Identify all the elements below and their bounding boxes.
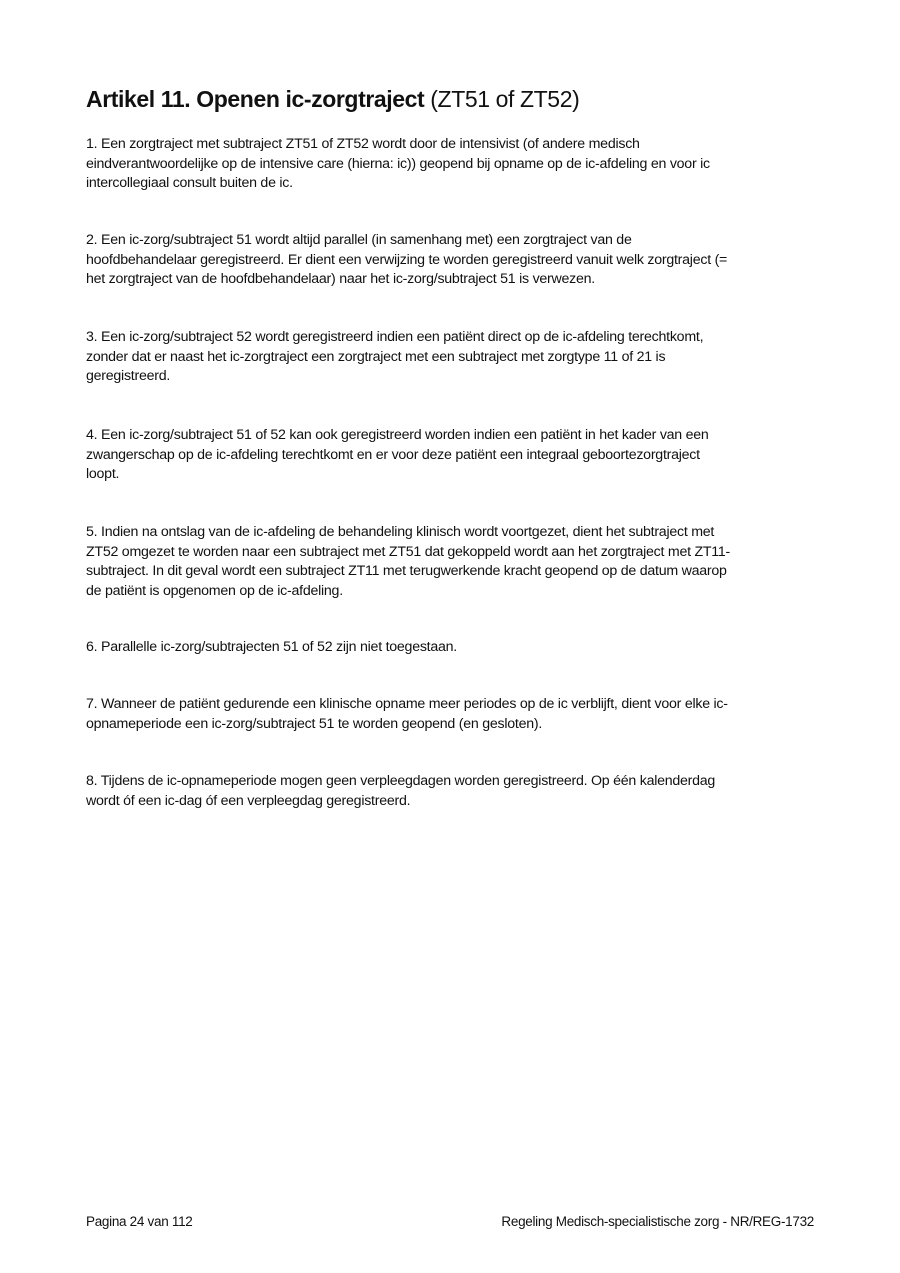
document-reference: Regeling Medisch-specialistische zorg - NR/REG-1732 [501,1214,814,1229]
page-number: Pagina 24 van 112 [86,1214,193,1229]
paragraph-line: geregistreerd. [86,368,171,384]
paragraph-7 [86,695,816,734]
paragraph-line: zwangerschap op de ic-afdeling terechtkomt en er voor deze patiënt een integraal geboortezorgtraject [86,446,700,463]
paragraph-line: het zorgtraject van de hoofdbehandelaar) naar het ic-zorg/subtraject 51 is verwezen. [86,271,595,287]
paragraph-line: 4. Een ic-zorg/subtraject 51 of 52 kan ook geregistreerd worden indien een patiënt in het kader van een [86,427,709,443]
paragraph-line: 3. Een ic-zorg/subtraject 52 wordt geregistreerd indien een patiënt direct op de ic-afdeling terechtkomt, [86,329,704,345]
paragraph-line: loopt. [86,466,120,482]
paragraph-1 [86,135,816,194]
paragraph-line: ZT52 omgezet te worden naar een subtraject met ZT51 dat gekoppeld wordt aan het zorgtraject met ZT11- [86,543,731,560]
paragraph-line: eindverantwoordelijke op de intensive care (hierna: ic)) geopend bij opname op de ic-afdeling en voor ic [86,155,710,172]
paragraph-3 [86,328,816,387]
paragraph-line: opnameperiode een ic-zorg/subtraject 51 te worden geopend (en gesloten). [86,715,543,732]
paragraph-line: 7. Wanneer de patiënt gedurende een klinische opname meer periodes op de ic verblijft, dient voor elke ic- [86,696,728,712]
paragraph-line: 5. Indien na ontslag van de ic-afdeling de behandeling klinisch wordt voortgezet, dient het subtraject met [86,524,715,540]
paragraph-line: 1. Een zorgtraject met subtraject ZT51 of ZT52 wordt door de intensivist (of andere medisch [86,136,640,152]
paragraph-line: zonder dat er naast het ic-zorgtraject een zorgtraject met een subtraject met zorgtype 11 of 21 is [86,348,666,365]
paragraph-line: 6. Parallelle ic-zorg/subtrajecten 51 of 52 zijn niet toegestaan. [86,639,457,655]
paragraph-line: subtraject. In dit geval wordt een subtraject ZT11 met terugwerkende kracht geopend op de datum waarop [86,563,727,579]
paragraph-line: 2. Een ic-zorg/subtraject 51 wordt altijd parallel (in samenhang met) een zorgtraject van de [86,232,632,248]
paragraph-line: intercollegiaal consult buiten de ic. [86,175,293,191]
paragraph-4 [86,426,816,485]
paragraph-2 [86,231,816,290]
article-title-codes: (ZT51 of ZT52) [430,86,580,112]
article-title-main: Artikel 11. Openen ic-zorgtraject [86,86,431,112]
paragraph-8 [86,772,816,811]
paragraph-5 [86,523,816,601]
paragraph-line: hoofdbehandelaar geregistreerd. Er dient een verwijzing te worden geregistreerd vanuit welk zorgtraject (= [86,251,728,268]
paragraph-line: wordt óf een ic-dag óf een verpleegdag geregistreerd. [86,792,411,809]
paragraph-6 [86,638,816,658]
article-title [86,86,579,113]
paragraph-line: de patiënt is opgenomen op de ic-afdeling. [86,582,343,599]
paragraph-line: 8. Tijdens de ic-opnameperiode mogen geen verpleegdagen worden geregistreerd. Op één kalenderdag [86,773,716,789]
